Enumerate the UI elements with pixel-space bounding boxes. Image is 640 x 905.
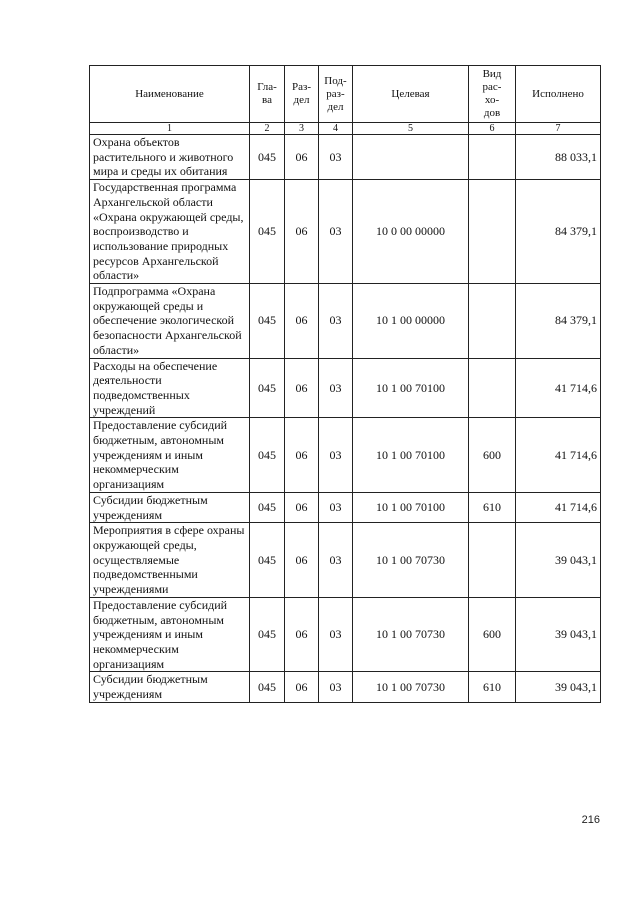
table-row	[90, 523, 601, 598]
row-glava: 045	[250, 597, 285, 672]
table-row	[90, 180, 601, 284]
row-podrazdel: 03	[319, 180, 353, 284]
row-name: Субсидии бюджетным учреждениям	[90, 672, 250, 702]
column-number: 7	[516, 123, 601, 135]
column-number: 4	[319, 123, 353, 135]
row-vid	[469, 523, 516, 598]
row-ispolneno: 39 043,1	[516, 523, 601, 598]
row-razdel: 06	[285, 358, 319, 418]
row-razdel: 06	[285, 135, 319, 180]
header-vid: Вид рас- хо- дов	[469, 66, 516, 123]
row-razdel: 06	[285, 418, 319, 493]
row-podrazdel: 03	[319, 492, 353, 522]
header-row	[90, 66, 601, 123]
column-number: 1	[90, 123, 250, 135]
page-number: 216	[581, 814, 600, 826]
row-name: Расходы на обеспечение деятельности подведомственных учреждений	[90, 358, 250, 418]
row-tselevaya: 10 1 00 70730	[353, 523, 469, 598]
column-number: 6	[469, 123, 516, 135]
row-podrazdel: 03	[319, 672, 353, 702]
row-razdel: 06	[285, 672, 319, 702]
row-vid: 610	[469, 672, 516, 702]
table-row	[90, 672, 601, 702]
row-ispolneno: 84 379,1	[516, 284, 601, 359]
row-podrazdel: 03	[319, 597, 353, 672]
row-tselevaya: 10 1 00 70730	[353, 672, 469, 702]
row-name: Предоставление субсидий бюджетным, автономным учреждениям и иным некоммерческим организациям	[90, 597, 250, 672]
table-row	[90, 135, 601, 180]
row-name: Государственная программа Архангельской области «Охрана окружающей среды, воспроизводство и использование природных ресурсов Архангельской области»	[90, 180, 250, 284]
row-ispolneno: 88 033,1	[516, 135, 601, 180]
row-tselevaya: 10 1 00 70100	[353, 358, 469, 418]
row-name: Мероприятия в сфере охраны окружающей среды, осуществляемые подведомственными учреждениями	[90, 523, 250, 598]
row-vid	[469, 358, 516, 418]
row-ispolneno: 41 714,6	[516, 492, 601, 522]
row-tselevaya	[353, 135, 469, 180]
row-vid: 610	[469, 492, 516, 522]
row-tselevaya: 10 1 00 70730	[353, 597, 469, 672]
row-ispolneno: 41 714,6	[516, 418, 601, 493]
row-vid	[469, 135, 516, 180]
row-razdel: 06	[285, 492, 319, 522]
table-row	[90, 597, 601, 672]
row-glava: 045	[250, 492, 285, 522]
row-name: Подпрограмма «Охрана окружающей среды и обеспечение экологической безопасности Архангельской области»	[90, 284, 250, 359]
header-razdel: Раз- дел	[285, 66, 319, 123]
row-vid: 600	[469, 418, 516, 493]
row-ispolneno: 41 714,6	[516, 358, 601, 418]
row-tselevaya: 10 1 00 70100	[353, 418, 469, 493]
row-tselevaya: 10 1 00 00000	[353, 284, 469, 359]
row-podrazdel: 03	[319, 523, 353, 598]
row-name: Предоставление субсидий бюджетным, автономным учреждениям и иным некоммерческим организациям	[90, 418, 250, 493]
column-number: 2	[250, 123, 285, 135]
column-number-row	[90, 123, 601, 135]
table-row	[90, 358, 601, 418]
column-number: 3	[285, 123, 319, 135]
row-tselevaya: 10 0 00 00000	[353, 180, 469, 284]
row-tselevaya: 10 1 00 70100	[353, 492, 469, 522]
table-row	[90, 492, 601, 522]
row-razdel: 06	[285, 523, 319, 598]
row-glava: 045	[250, 135, 285, 180]
row-podrazdel: 03	[319, 358, 353, 418]
table-row	[90, 284, 601, 359]
row-razdel: 06	[285, 284, 319, 359]
row-vid	[469, 180, 516, 284]
row-glava: 045	[250, 523, 285, 598]
row-podrazdel: 03	[319, 135, 353, 180]
row-ispolneno: 39 043,1	[516, 597, 601, 672]
budget-table	[89, 65, 601, 703]
header-tselevaya: Целевая	[353, 66, 469, 123]
row-glava: 045	[250, 672, 285, 702]
row-razdel: 06	[285, 180, 319, 284]
row-podrazdel: 03	[319, 284, 353, 359]
row-ispolneno: 39 043,1	[516, 672, 601, 702]
row-glava: 045	[250, 418, 285, 493]
row-vid: 600	[469, 597, 516, 672]
row-podrazdel: 03	[319, 418, 353, 493]
row-glava: 045	[250, 180, 285, 284]
row-ispolneno: 84 379,1	[516, 180, 601, 284]
header-name: Наименование	[90, 66, 250, 123]
row-glava: 045	[250, 284, 285, 359]
header-podrazdel: Под- раз- дел	[319, 66, 353, 123]
row-razdel: 06	[285, 597, 319, 672]
column-number: 5	[353, 123, 469, 135]
row-vid	[469, 284, 516, 359]
header-ispolneno: Исполнено	[516, 66, 601, 123]
row-name: Охрана объектов растительного и животного мира и среды их обитания	[90, 135, 250, 180]
row-glava: 045	[250, 358, 285, 418]
row-name: Субсидии бюджетным учреждениям	[90, 492, 250, 522]
header-glava: Гла- ва	[250, 66, 285, 123]
table-row	[90, 418, 601, 493]
